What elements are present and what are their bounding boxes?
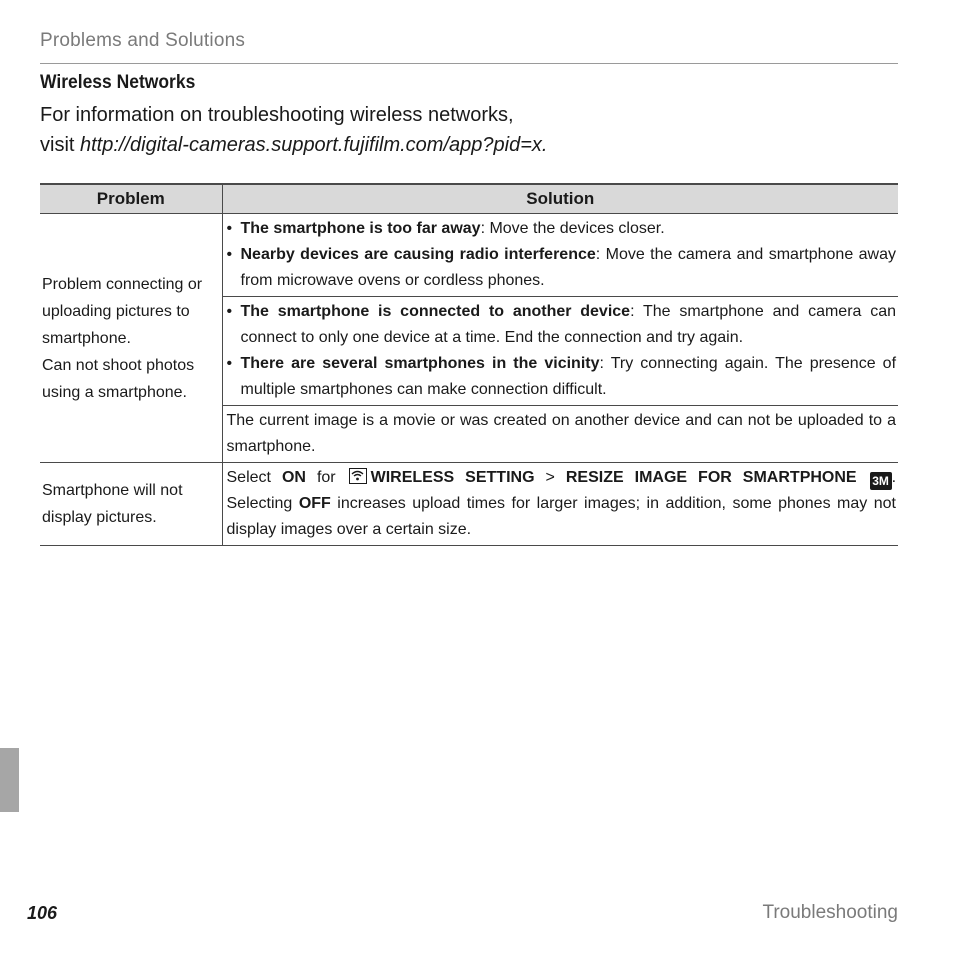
section-title: Wireless Networks: [40, 72, 196, 93]
solution-bullet: [227, 351, 897, 403]
solution-block: [223, 297, 899, 406]
column-header-problem: Problem: [40, 184, 222, 214]
column-header-solution: Solution: [222, 184, 898, 214]
wifi-icon: [349, 468, 367, 484]
solution-bullet: [227, 299, 897, 351]
solution-bullet: [227, 216, 897, 242]
bullet-dot: •: [226, 303, 233, 320]
intro-line: For information on troubleshooting wireless networks,: [40, 104, 514, 126]
cause-label: There are several smartphones in the vicinity: [240, 355, 600, 372]
chapter-label: Troubleshooting: [762, 902, 898, 923]
menu-separator: >: [534, 469, 566, 486]
cause-label: The smartphone is too far away: [240, 220, 481, 237]
remedy-text: : Move the camera and smartphone away from microwave ovens or cordless phones.: [240, 246, 896, 289]
remedy-text: : The smartphone and camera can connect to only one device at a time. End the connection and try again.: [240, 303, 896, 346]
problem-cell: [40, 214, 222, 463]
cause-label: The smartphone is connected to another device: [240, 303, 631, 320]
problem-cell: [40, 463, 222, 546]
solution-text: increases upload times for larger images; in addition, some phones may not display images over a certain size.: [226, 495, 897, 538]
problem-line: uploading pictures to: [42, 302, 190, 320]
solution-text: Select: [226, 469, 282, 486]
solution-block: [223, 463, 899, 545]
solution-text: for: [305, 469, 347, 486]
intro-prefix: visit: [40, 134, 80, 156]
cause-label: Nearby devices are causing radio interference: [240, 246, 596, 263]
solution-bullet: [227, 242, 897, 294]
intro-line: [40, 130, 860, 160]
solution-cell: [222, 463, 898, 546]
solution-block: [223, 214, 899, 297]
image-size-3m-icon: 3M: [870, 472, 892, 490]
support-url-link[interactable]: http://digital-cameras.support.fujifilm.com/app?pid=x.: [80, 134, 548, 156]
table-row: [40, 463, 898, 546]
bullet-dot: •: [226, 220, 233, 237]
option-on: ON: [281, 469, 306, 486]
table-row: [40, 214, 898, 463]
problem-line: using a smartphone.: [42, 383, 187, 401]
menu-resize-image: RESIZE IMAGE FOR SMARTPHONE: [565, 469, 857, 486]
option-off: OFF: [298, 495, 331, 512]
solution-text: . Selecting: [226, 469, 897, 512]
solution-cell: [222, 214, 898, 463]
bullet-dot: •: [226, 355, 233, 372]
problem-line: smartphone.: [42, 329, 131, 347]
problem-line: Can not shoot photos: [42, 356, 195, 374]
problem-line: display pictures.: [42, 509, 157, 526]
menu-wireless-setting: WIRELESS SETTING: [370, 469, 535, 486]
header-rule: [40, 63, 898, 64]
table-header-row: [40, 184, 898, 214]
bullet-dot: •: [226, 246, 233, 263]
troubleshooting-table: [40, 183, 898, 546]
remedy-text: : Move the devices closer.: [480, 220, 665, 237]
section-intro: [40, 100, 860, 160]
solution-text: The current image is a movie or was created on another device and can not be uploaded to a smartphone.: [226, 412, 896, 455]
running-header: Problems and Solutions: [40, 30, 246, 51]
chapter-tab: [0, 748, 19, 812]
solution-block: [223, 406, 899, 462]
remedy-text: : Try connecting again. The presence of multiple smartphones can make connection difficult.: [240, 355, 897, 398]
page-number: 106: [27, 903, 58, 923]
problem-line: Problem connecting or: [42, 275, 203, 293]
problem-line: Smartphone will not: [42, 482, 183, 499]
